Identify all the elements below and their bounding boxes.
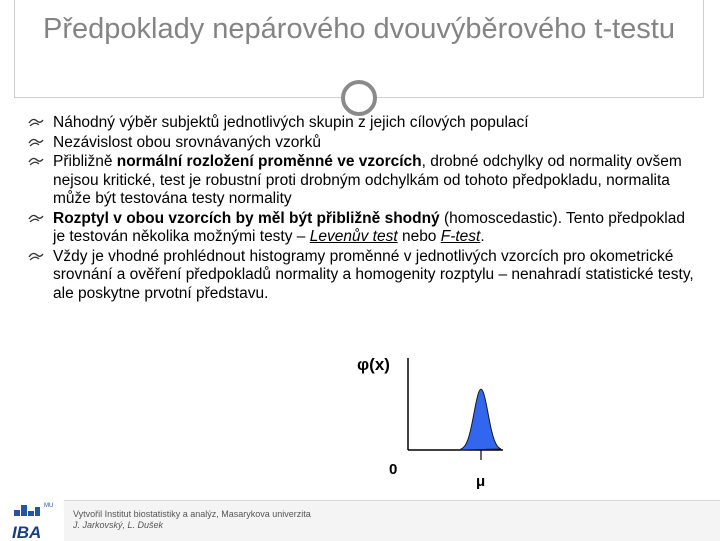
footer-institute: Vytvořil Institut biostatistiky a analýz, Masarykova univerzita: [73, 509, 311, 519]
bullet-list: [27, 114, 697, 304]
iba-logo: [8, 497, 60, 540]
bullet-swirl-icon: [27, 251, 45, 263]
normal-distribution-chart: [355, 350, 505, 495]
y-axis-label: φ(x): [357, 355, 390, 374]
bullet-swirl-icon: [27, 137, 45, 149]
origin-label: 0: [389, 461, 398, 478]
title-ring-ornament: [341, 80, 377, 116]
list-item: [27, 248, 697, 304]
list-item: [27, 210, 697, 247]
bullet-text-prefix: Přibližně: [53, 153, 117, 170]
bullet-swirl-icon: [27, 117, 45, 129]
bullet-text-end: .: [480, 228, 485, 245]
bullet-text: Nezávislost obou srovnávaných vzorků: [53, 133, 321, 151]
list-item: [27, 114, 697, 133]
bullet-text: Náhodný výběr subjektů jednotlivých skupin z jejich cílových populací: [53, 114, 529, 131]
logo-block-4: [35, 507, 40, 516]
logo-block-2: [21, 505, 27, 516]
logo-block-1: [14, 510, 20, 516]
f-test-link[interactable]: F-test: [440, 228, 481, 245]
slide-title: Předpoklady nepárového dvouvýběrového t-testu: [43, 13, 675, 45]
bullet-text-mid: nebo: [397, 228, 441, 245]
levene-test-link[interactable]: Levenův test: [309, 228, 398, 245]
logo-small-text: MU: [44, 503, 54, 509]
density-curve: [461, 389, 501, 450]
logo-text: IBA: [12, 523, 42, 540]
bullet-text-rest: (homoscedastic). Tento předpoklad je testován několika možnými testy –: [53, 209, 685, 245]
list-item: [27, 153, 697, 209]
logo-block-3: [28, 511, 34, 516]
bullet-text-rest: , drobné odchylky od normality ovšem nejsou kritické, test je robustní proti drobným odchylkám od tohoto předpokladu, normalita může být testována testy normality: [53, 153, 682, 207]
bullet-swirl-icon: [27, 156, 45, 168]
bullet-text: Vždy je vhodné prohlédnout histogramy proměnné v jednotlivých vzorcích pro okometrické srovnání a ověření předpokladů normality a homogenity rozptylu – nenahradí statistické testy, ale poskytne prvotní představu.: [53, 247, 694, 302]
list-item: [27, 134, 697, 153]
footer-authors: J. Jarkovský, L. Dušek: [73, 520, 164, 530]
bullet-swirl-icon: [27, 213, 45, 225]
bullet-text-bold: normální rozložení proměnné ve vzorcích: [116, 153, 422, 170]
bullet-text-bold: Rozptyl v obou vzorcích by měl být přibližně shodný: [53, 209, 440, 227]
mean-label: μ: [476, 473, 486, 490]
footer-credits: [73, 509, 311, 531]
